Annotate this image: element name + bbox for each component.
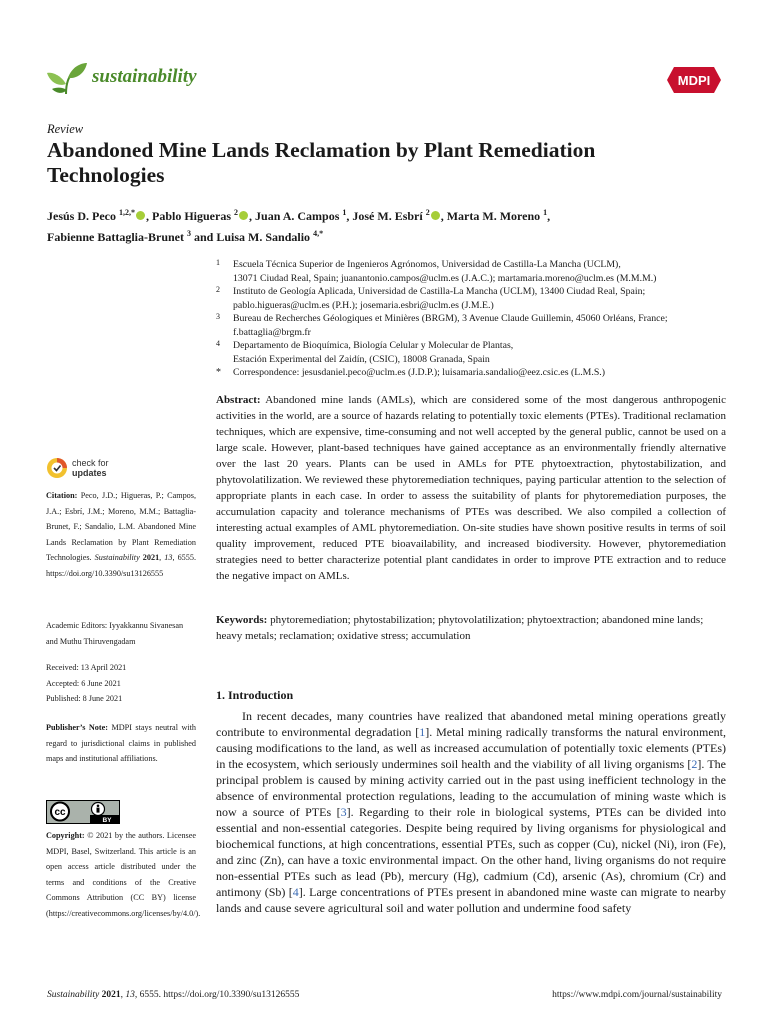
affiliation-item xyxy=(216,312,726,339)
orcid-icon[interactable] xyxy=(431,211,440,220)
affiliation-line: 13071 Ciudad Real, Spain; juanantonio.campos@uclm.es (J.A.C.); martamaria.moreno@uclm.es (M.M.M.) xyxy=(233,272,657,284)
journal-logo-icon xyxy=(46,60,88,96)
author-affiliation-mark: 3 xyxy=(187,229,191,238)
publisher-note-label: Publisher’s Note: xyxy=(46,723,108,732)
footer-doi-link[interactable]: , 6555. https://doi.org/10.3390/su13126555 xyxy=(134,990,300,1000)
keywords xyxy=(216,612,726,644)
affiliations-list xyxy=(216,258,726,380)
footer-journal: Sustainability xyxy=(47,990,100,1000)
check-updates-icon xyxy=(46,457,68,479)
citation-label: Citation: xyxy=(46,491,78,500)
author-name[interactable]: Juan A. Campos xyxy=(255,209,340,223)
author-affiliation-mark: 2 xyxy=(234,208,239,217)
affiliation-line: Bureau de Recherches Géologiques et Minières (BRGM), 3 Avenue Claude Guillemin, 45060 Orléans, France; xyxy=(233,313,668,324)
affiliation-item xyxy=(216,258,726,285)
abstract-label: Abstract: xyxy=(216,394,261,406)
author-separator: , xyxy=(346,209,353,223)
article-type: Review xyxy=(47,122,84,136)
author-affiliation-mark: 1 xyxy=(543,208,548,217)
affiliation-marker: 3 xyxy=(216,312,220,321)
affiliation-line: Correspondence: jesusdaniel.peco@uclm.es (J.D.P.); luisamaria.sandalio@eez.csic.es (L.M.S.) xyxy=(233,367,605,378)
author-name[interactable]: Jesús D. Peco xyxy=(47,209,116,223)
orcid-icon[interactable] xyxy=(239,211,248,220)
section-heading-introduction: 1. Introduction xyxy=(216,688,294,702)
footer-year: 2021 xyxy=(101,990,121,1000)
reference-link-4[interactable]: 4 xyxy=(292,885,299,899)
intro-text-part: ]. The principal problem is caused by mining activity carried out in the past using inefficient technology in the absence of environmental protection regulations, leading to the accumulation of mining waste which is now a source of PTEs [ xyxy=(216,757,726,819)
author-separator: , xyxy=(440,209,447,223)
author-separator: , xyxy=(249,209,256,223)
citation-year: 2021 xyxy=(142,553,160,562)
author-name[interactable]: Luisa M. Sandalio xyxy=(216,230,311,244)
reference-link-1[interactable]: 1 xyxy=(419,725,426,739)
copyright-notice xyxy=(46,828,201,921)
affiliation-line: Estación Experimental del Zaidín, (CSIC), 18008 Granada, Spain xyxy=(233,353,490,365)
copyright-text: © 2021 by the authors. Licensee MDPI, Basel, Switzerland. This article is an open access article distributed under the terms and conditions of the Creative Commons Attribution (CC BY) license (https://creativecommons.org/licenses/by/4.0/). xyxy=(46,831,201,918)
orcid-icon[interactable] xyxy=(136,211,145,220)
affiliation-marker: * xyxy=(216,367,221,378)
intro-text-part: ]. Metal mining radically transforms the natural environment, causing modifications to the land, as well as increased accumulation of potentially toxic elements (PTEs) in the ecosystem, which seriously undermines soil health and the viability of all living organisms [ xyxy=(216,725,726,771)
affiliation-line: f.battaglia@brgm.fr xyxy=(233,326,311,338)
date-received: Received: 13 April 2021 xyxy=(46,663,127,672)
affiliation-line: Departamento de Bioquímica, Biología Celular y Molecular de Plantas, xyxy=(233,340,514,351)
abstract xyxy=(216,392,726,584)
affiliation-line: Escuela Técnica Superior de Ingenieros Agrónomos, Universidad de Castilla-La Mancha (UCLM), xyxy=(233,259,621,270)
author-affiliation-mark: 1 xyxy=(342,208,347,217)
cc-by-license-icon[interactable] xyxy=(46,800,120,824)
by-badge-text: BY xyxy=(102,817,112,824)
date-published: Published: 8 June 2021 xyxy=(46,694,123,703)
intro-text-part: ]. Large concentrations of PTEs present in abandoned mine waste can migrate to nearby lands and cause severe agricultural soil and water pollution and undermine food safety xyxy=(216,885,727,915)
citation-volume: 13 xyxy=(164,553,173,562)
check-updates-line1: check for xyxy=(72,458,109,468)
author-list xyxy=(47,204,727,246)
publication-dates xyxy=(46,660,196,707)
affiliation-marker: 4 xyxy=(216,339,220,348)
author-separator: and xyxy=(191,230,217,244)
author-affiliation-mark: 4,* xyxy=(313,229,324,238)
affiliation-item xyxy=(216,366,726,380)
author-name[interactable]: Fabienne Battaglia-Brunet xyxy=(47,230,184,244)
publisher-note xyxy=(46,720,196,767)
affiliation-line: Instituto de Geología Aplicada, Universidad de Castilla-La Mancha (UCLM), 13400 Ciudad Real, Spain; xyxy=(233,286,646,297)
author-separator: , xyxy=(146,209,152,223)
check-updates-line2: updates xyxy=(72,468,107,478)
footer-citation: Sustainability 2021, 13, 6555. https://doi.org/10.3390/su13126555 xyxy=(47,990,300,1000)
keywords-text: phytoremediation; phytostabilization; phytovolatilization; phytoextraction; abandoned mine lands; heavy metals; reclamation; oxidative stress; accumulation xyxy=(216,614,704,642)
footer-journal-url[interactable]: https://www.mdpi.com/journal/sustainability xyxy=(552,990,722,1000)
affiliation-marker: 1 xyxy=(216,258,220,267)
affiliation-line: pablo.higueras@uclm.es (P.H.); josemaria.esbri@uclm.es (J.M.E.) xyxy=(233,299,494,311)
intro-text-part: ]. Regarding to their role in biological systems, PTEs can be divided into essential and non-essential categories. Despite being required by living organisms for physiological and biochemical functions, at high concentrations, essential PTEs, such as copper (Cu), nickel (Ni), iron (Fe), and zinc (Zn), can have a toxic environmental impact. On the other hand, living organisms do not require non-essential PTEs such as lead (Pb), mercury (Hg), cadmium (Cd), arsenic (As), chromium (Cr) and antimony (Sb) [ xyxy=(216,805,726,899)
affiliation-item xyxy=(216,285,726,312)
author-name[interactable]: Marta M. Moreno xyxy=(446,209,541,223)
citation-journal: Sustainability xyxy=(94,553,140,562)
footer-volume: 13 xyxy=(125,990,135,1000)
mdpi-logo-icon[interactable] xyxy=(666,66,722,94)
affiliation-item xyxy=(216,339,726,366)
journal-name[interactable]: sustainability xyxy=(92,66,197,87)
paper-title: Abandoned Mine Lands Reclamation by Plant Remediation Technologies xyxy=(47,138,596,187)
date-accepted: Accepted: 6 June 2021 xyxy=(46,678,121,688)
check-for-updates-button[interactable] xyxy=(46,456,166,482)
citation-block: Citation: Peco, J.D.; Higueras, P.; Campos, J.A.; Esbrí, J.M.; Moreno, M.M.; Battaglia-Brunet, F.; Sandalio, L.M. Abandoned Mine Lands Reclamation by Plant Remediation Technologies. Sustainability 2021, 13, 6555. https://doi.org/10.3390/su13126555 xyxy=(46,491,197,578)
copyright-label: Copyright: xyxy=(46,831,85,840)
reference-link-2[interactable]: 2 xyxy=(691,757,698,771)
affiliation-marker: 2 xyxy=(216,285,220,294)
abstract-text: Abandoned mine lands (AMLs), which are considered some of the most dangerous anthropogenic activities in the world, are a source of hazards relating to potentially toxic elements (PTEs). Traditional reclamation techniques, which are expensive, time-consuming and not well accepted by the general public, cannot be used on a large scale. However, plant-based techniques have gained acceptance as an environmentally friendly alternative over the last 20 years. Plants can be used in AMLs for PTE phytoextraction, phytostabilization, and phytovolatilization. We reviewed these phytoremediation techniques, paying particular attention to the selection of appropriate plants in each case. In order to assess the suitability of plants for phytoremediation purposes, the accumulation capacity and tolerance mechanisms of PTEs was described. We also compiled a collection of interesting actual examples of AML phytoremediation. On-site studies have shown positive results in terms of soil quality improvement, reduced PTE bioavailability, and increased biodiversity. However, phytoremediation strategies need to better characterize potential plant candidates in order to improve PTE extraction and to reduce the negative impact on AMLs. xyxy=(216,394,726,582)
intro-text-part: In recent decades, many countries have realized that abandoned metal mining operations greatly contribute to environmental degradation [ xyxy=(216,709,726,739)
author-affiliation-mark: 2 xyxy=(425,208,430,217)
keywords-label: Keywords: xyxy=(216,614,268,626)
author-name[interactable]: Pablo Higueras xyxy=(152,209,232,223)
cc-badge-text: cc xyxy=(54,807,66,818)
academic-editors: Academic Editors: Iyyakkannu Sivanesan and Muthu Thiruvengadam xyxy=(46,621,184,646)
publisher-logo-text: MDPI xyxy=(677,73,711,88)
author-separator: , xyxy=(547,209,551,223)
author-name[interactable]: José M. Esbrí xyxy=(352,209,423,223)
citation-text: Peco, J.D.; Higueras, P.; Campos, J.A.; Esbrí, J.M.; Moreno, M.M.; Battaglia-Brunet, F.; Sandalio, L.M. Abandoned Mine Lands Reclamation by Plant Remediation Technologies. xyxy=(46,491,196,562)
introduction-paragraph xyxy=(216,708,726,916)
author-affiliation-mark: 1,2,* xyxy=(119,208,135,217)
reference-link-3[interactable]: 3 xyxy=(340,805,347,819)
publisher-note-text: MDPI stays neutral with regard to jurisdictional claims in published maps and institutional affiliations. xyxy=(46,723,196,763)
citation-doi[interactable]: , 6555. https://doi.org/10.3390/su13126555 xyxy=(46,553,197,578)
